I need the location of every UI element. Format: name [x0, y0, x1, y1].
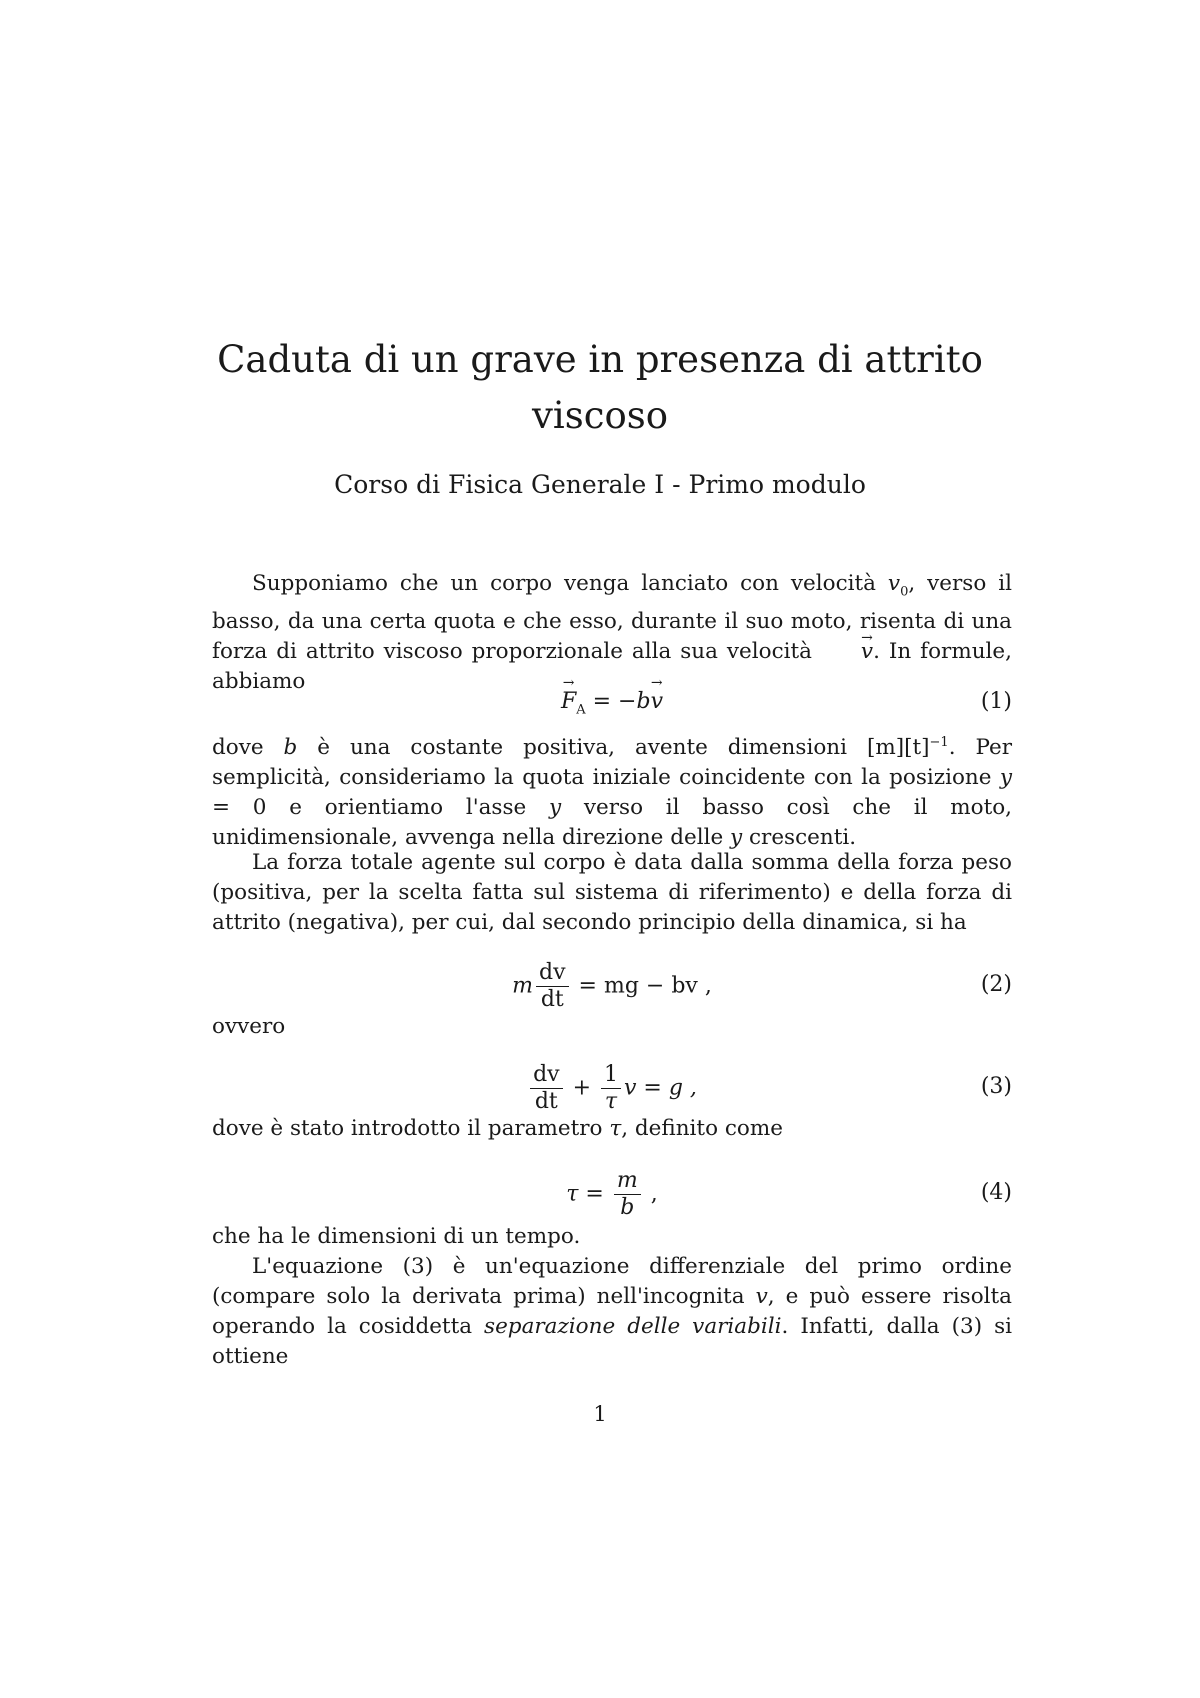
text: crescenti. [742, 825, 857, 851]
math-var: v [755, 1284, 768, 1309]
math-var: y [999, 765, 1012, 791]
math-sup: −1 [929, 735, 949, 750]
equation-number: (2) [980, 972, 1012, 997]
equation-number: (3) [980, 1074, 1012, 1099]
math-var: y [730, 825, 743, 851]
math-expression: τ = [566, 1181, 611, 1207]
math-op: + [565, 1075, 598, 1101]
text: dove [212, 735, 284, 761]
text: . Infatti, dalla (3) si ottiene [212, 1314, 1012, 1369]
math-sub: A [576, 702, 586, 718]
text: , verso il basso, da una certa quota e che esso, durante il suo moto, risenta di una forza di attrito viscoso proporzionale alla sua velocità [212, 571, 1012, 665]
title-line-2: viscoso [532, 394, 668, 437]
math-fraction: $\frac{1}{\tau}$ [601, 1062, 621, 1115]
math-op: = − [585, 689, 637, 714]
math-var: y [548, 795, 562, 821]
math-var: v [887, 571, 901, 596]
text: verso il basso così che il moto, unidimensionale, avvenga nella direzione delle [212, 795, 1012, 851]
math-var: m [512, 973, 534, 999]
paragraph-time: che ha le dimensioni di un tempo. [212, 1224, 581, 1249]
equation-4 [212, 1168, 1012, 1220]
math-vector: → v [821, 637, 873, 667]
text: L'equazione (3) è un'equazione differenziale del primo ordine (compare solo la derivata prima) nell'incognita [212, 1254, 1012, 1309]
text: , e può essere risolta operando la cosiddetta [212, 1284, 1012, 1339]
math-var: τ [609, 1116, 622, 1141]
paragraph-forces: La forza totale agente sul corpo è data dalla somma della forza peso (positiva, per la scelta fatta sul sistema di riferimento) e della forza di attrito (negativa), per cui, dal secondo principio della dinamica, si ha [212, 850, 1012, 935]
paragraph-dimensions [212, 728, 1012, 853]
paragraph-separation [212, 1252, 1012, 1372]
text: , definito come [621, 1116, 783, 1141]
paragraph-ovvero: ovvero [212, 1014, 286, 1039]
text: Supponiamo che un corpo venga lanciato con velocità [252, 571, 888, 596]
equation-1 [212, 689, 1012, 719]
title-line-1: Caduta di un grave in presenza di attrito [217, 338, 983, 381]
equation-2 [212, 960, 1012, 1012]
math-vector: → F [561, 689, 576, 714]
text: dove è stato introdotto il parametro [212, 1116, 610, 1141]
math-fraction: $\frac{dv}{dt}$ [536, 960, 569, 1013]
page-number: 1 [593, 1402, 607, 1426]
text: . Per semplicità, consideriamo la quota iniziale coincidente con la posizione [212, 735, 1012, 791]
equation-3 [212, 1062, 1012, 1114]
math-var: b [636, 689, 651, 714]
math-fraction: $\frac{m}{b}$ [614, 1168, 641, 1221]
equation-number: (4) [980, 1180, 1012, 1205]
emphasis: separazione delle variabili [484, 1314, 782, 1339]
math-vector: → v [651, 689, 663, 714]
document-subtitle: Corso di Fisica Generale I - Primo modulo [334, 470, 866, 499]
document-title [0, 332, 1200, 444]
math-expression: v = g , [624, 1075, 697, 1101]
math-expression: = mg − bv , [571, 973, 712, 999]
paragraph-tau-intro [212, 1114, 1012, 1144]
equation-number: (1) [980, 689, 1012, 714]
math-sub: 0 [900, 584, 909, 600]
text: . In formule, abbiamo [212, 639, 1012, 695]
math-var: b [283, 735, 298, 761]
math-op: , [643, 1181, 658, 1207]
text: = 0 e orientiamo l'asse [212, 795, 549, 821]
text: è una costante positiva, avente dimensioni [m][t] [297, 735, 930, 761]
paragraph-intro [212, 569, 1012, 697]
math-fraction: $\frac{dv}{dt}$ [530, 1062, 563, 1115]
